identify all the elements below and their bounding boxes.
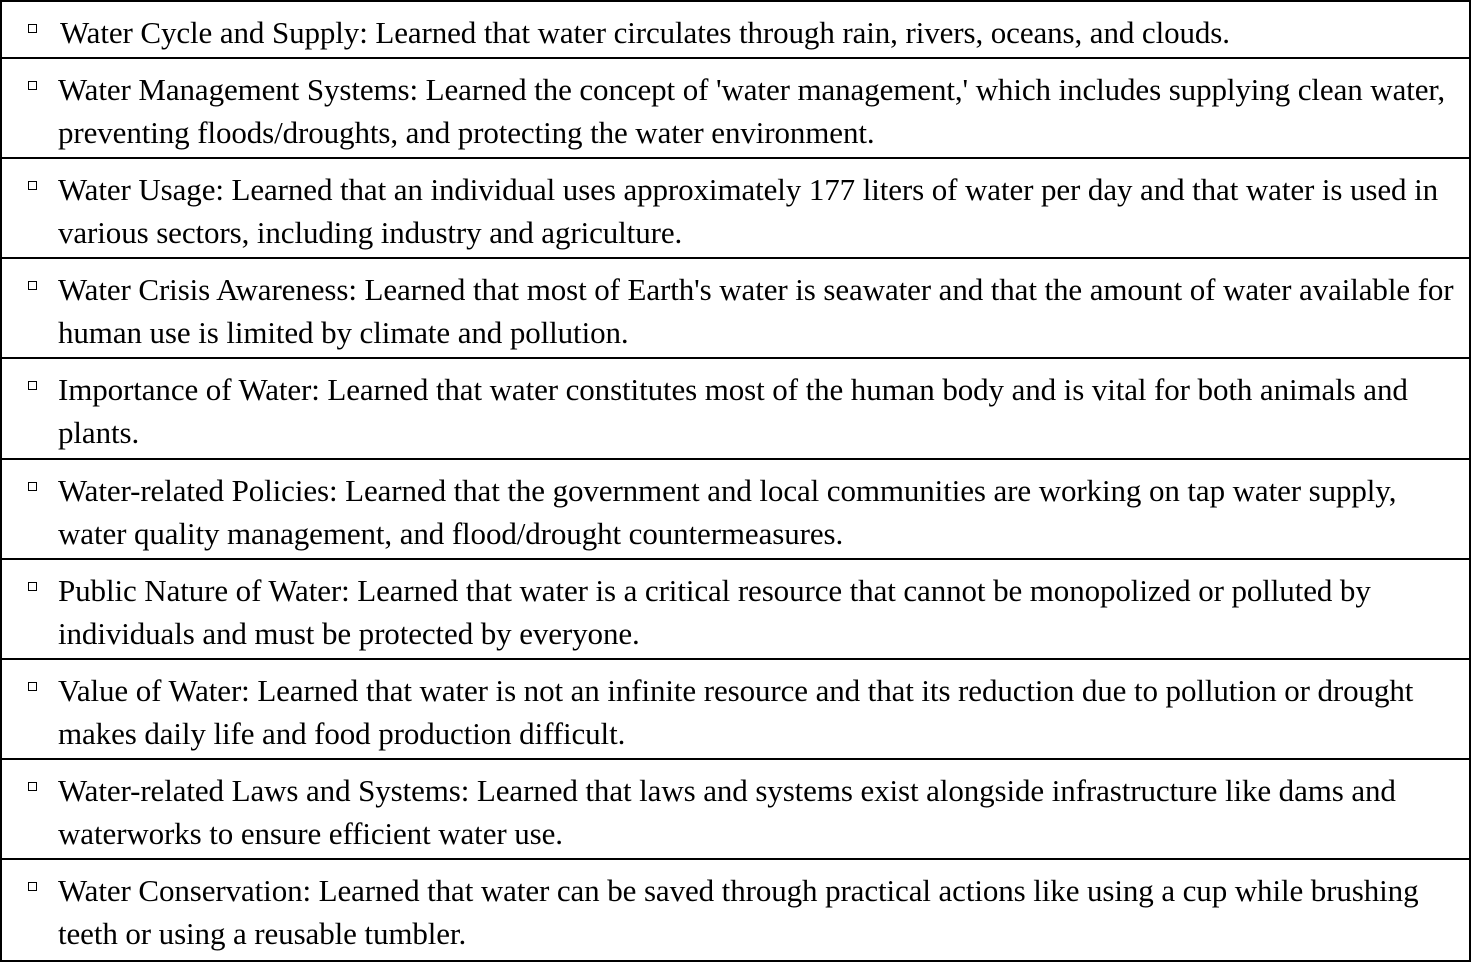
item-text: Importance of Water: Learned that water constitutes most of the human body and is vital for both animals and plants. bbox=[58, 372, 1408, 450]
item-text: Public Nature of Water: Learned that water is a critical resource that cannot be monopolized or polluted by individuals and must be protected by everyone. bbox=[58, 573, 1371, 651]
list-item bbox=[0, 159, 1471, 259]
list-item bbox=[0, 460, 1471, 560]
list-item bbox=[0, 0, 1471, 59]
checkbox-square-icon bbox=[28, 682, 37, 691]
item-text: Water Conservation: Learned that water can be saved through practical actions like using a cup while brushing teeth or using a reusable tumbler. bbox=[58, 873, 1419, 951]
list-item bbox=[0, 59, 1471, 159]
list-item bbox=[0, 860, 1471, 962]
item-text: Water-related Laws and Systems: Learned that laws and systems exist alongside infrastructure like dams and waterworks to ensure efficient water use. bbox=[58, 773, 1396, 851]
checkbox-square-icon bbox=[28, 181, 37, 190]
item-text: Water Crisis Awareness: Learned that most of Earth's water is seawater and that the amount of water available for human use is limited by climate and pollution. bbox=[58, 272, 1454, 350]
checkbox-square-icon bbox=[28, 281, 37, 290]
list-item bbox=[0, 359, 1471, 460]
item-text: Water-related Policies: Learned that the government and local communities are working on tap water supply, water quality management, and flood/drought countermeasures. bbox=[58, 473, 1397, 551]
checkbox-square-icon bbox=[28, 882, 37, 891]
list-item bbox=[0, 660, 1471, 760]
checkbox-square-icon bbox=[28, 381, 37, 390]
checkbox-square-icon bbox=[28, 24, 37, 33]
checkbox-square-icon bbox=[28, 482, 37, 491]
list-item bbox=[0, 760, 1471, 860]
list-item bbox=[0, 560, 1471, 660]
checkbox-square-icon bbox=[28, 582, 37, 591]
item-text: Water Management Systems: Learned the concept of 'water management,' which includes supplying clean water, preventing floods/droughts, and protecting the water environment. bbox=[58, 72, 1446, 150]
item-text: Value of Water: Learned that water is not an infinite resource and that its reduction due to pollution or drought makes daily life and food production difficult. bbox=[58, 673, 1414, 751]
checkbox-square-icon bbox=[28, 81, 37, 90]
item-text: Water Cycle and Supply: Learned that water circulates through rain, rivers, oceans, and clouds. bbox=[60, 15, 1230, 50]
checkbox-square-icon bbox=[28, 782, 37, 791]
list-item bbox=[0, 259, 1471, 359]
item-text: Water Usage: Learned that an individual uses approximately 177 liters of water per day and that water is used in various sectors, including industry and agriculture. bbox=[58, 172, 1438, 250]
